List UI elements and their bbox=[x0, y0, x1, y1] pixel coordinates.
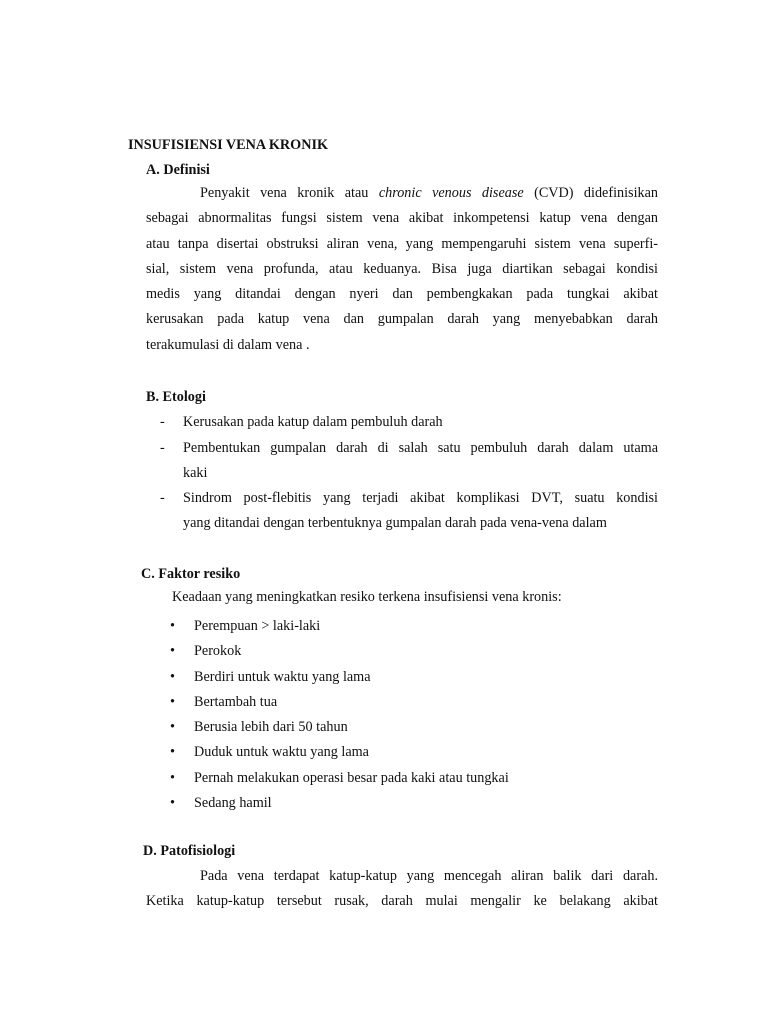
section-d-paragraph bbox=[146, 864, 658, 915]
paragraph-line: Penyakit vena kronik atau chronic venous disease (CVD) didefinisikan bbox=[200, 185, 659, 201]
list-item: • Duduk untuk waktu yang lama bbox=[170, 740, 509, 765]
paragraph-line: terakumulasi di dalam vena . bbox=[146, 336, 310, 353]
list-item: • Pernah melakukan operasi besar pada kaki atau tungkai bbox=[170, 766, 509, 791]
list-item-line: kaki bbox=[183, 465, 208, 482]
paragraph-line: sial, sistem vena profunda, atau keduanya. Bisa juga diartikan sebagai kondisi bbox=[146, 260, 658, 277]
list-item-line: Sindrom post-flebitis yang terjadi akibat komplikasi DVT, suatu kondisi bbox=[183, 490, 658, 506]
document-title: INSUFISIENSI VENA KRONIK bbox=[128, 137, 328, 153]
list-item-line: Kerusakan pada katup dalam pembuluh darah bbox=[183, 414, 443, 430]
section-d-heading: D. Patofisiologi bbox=[143, 843, 236, 859]
paragraph-line: sebagai abnormalitas fungsi sistem vena akibat inkompetensi katup vena dengan bbox=[146, 210, 658, 227]
bullet-marker: • bbox=[170, 769, 175, 786]
bullet-marker: • bbox=[170, 618, 175, 634]
list-item: • Perempuan > laki-laki bbox=[170, 614, 509, 639]
section-c-intro: Keadaan yang meningkatkan resiko terkena insufisiensi vena kronis: bbox=[172, 589, 562, 605]
section-b-heading: B. Etologi bbox=[146, 389, 206, 405]
paragraph-line: Ketika katup-katup tersebut rusak, darah mulai mengalir ke belakang akibat bbox=[146, 893, 658, 910]
bullet-marker: • bbox=[170, 693, 175, 710]
list-item: • Sedang hamil bbox=[170, 791, 509, 816]
dash-marker: - bbox=[160, 490, 165, 506]
bullet-marker: • bbox=[170, 668, 175, 685]
bullet-marker: • bbox=[170, 643, 175, 660]
list-item: • Berusia lebih dari 50 tahun bbox=[170, 715, 509, 740]
paragraph-line: kerusakan pada katup vena dan gumpalan darah yang menyebabkan darah bbox=[146, 311, 658, 328]
list-item: • Perokok bbox=[170, 639, 509, 664]
list-item: • Berdiri untuk waktu yang lama bbox=[170, 665, 509, 690]
paragraph-line: medis yang ditandai dengan nyeri dan pembengkakan pada tungkai akibat bbox=[146, 286, 658, 303]
risk-factor-list bbox=[170, 614, 509, 816]
paragraph-line: Pada vena terdapat katup-katup yang mencegah aliran balik dari darah. bbox=[200, 868, 658, 884]
paragraph-line: atau tanpa disertai obstruksi aliran vena, yang mempengaruhi sistem vena superfi- bbox=[146, 235, 658, 252]
section-c-heading: C. Faktor resiko bbox=[141, 566, 241, 582]
section-a-heading: A. Definisi bbox=[146, 162, 210, 178]
bullet-marker: • bbox=[170, 795, 175, 812]
dash-marker: - bbox=[160, 414, 165, 430]
dash-marker: - bbox=[160, 440, 165, 456]
list-item-line: yang ditandai dengan terbentuknya gumpalan darah pada vena-vena dalam bbox=[183, 515, 607, 532]
bullet-marker: • bbox=[170, 744, 175, 761]
list-item: • Bertambah tua bbox=[170, 690, 509, 715]
bullet-marker: • bbox=[170, 719, 175, 736]
section-a-paragraph bbox=[146, 181, 658, 358]
list-item-line: Pembentukan gumpalan darah di salah satu pembuluh darah dalam utama bbox=[183, 440, 658, 456]
